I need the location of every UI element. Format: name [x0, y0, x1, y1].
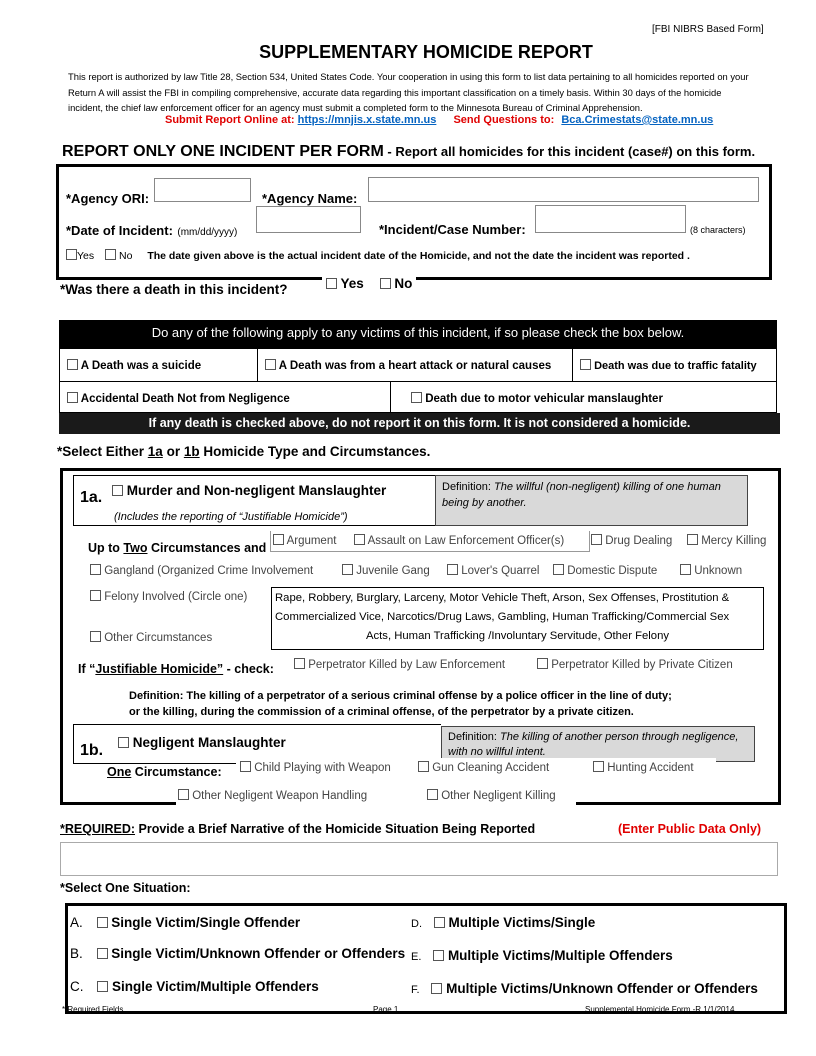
death-options: Yes No — [322, 276, 416, 291]
date-label-group: *Date of Incident: (mm/dd/yyyy) — [66, 223, 238, 238]
other-killing-checkbox[interactable] — [427, 789, 438, 800]
other-weapon-option[interactable]: Other Negligent Weapon Handling — [178, 789, 367, 802]
perp-citizen-option[interactable]: Perpetrator Killed by Private Citizen — [537, 658, 733, 671]
agency-ori-field[interactable] — [154, 178, 251, 202]
negligent-checkbox[interactable] — [118, 737, 129, 748]
case-number-field[interactable] — [535, 205, 686, 233]
questions-label: Send Questions to: — [453, 114, 555, 126]
agency-name-field[interactable] — [368, 177, 759, 202]
heart-attack-checkbox[interactable] — [265, 359, 276, 370]
situation-e-option[interactable]: E. Multiple Victims/Multiple Offenders — [411, 948, 673, 963]
child-weapon-option[interactable]: Child Playing with Weapon — [240, 761, 391, 774]
hunting-option[interactable]: Hunting Accident — [593, 761, 694, 774]
submit-line — [165, 114, 713, 126]
exclusion-footer: If any death is checked above, do not report it on this form. It is not considered a homicide. — [59, 413, 780, 434]
hunting-checkbox[interactable] — [593, 761, 604, 772]
case-hint: (8 characters) — [690, 225, 746, 235]
drug-dealing-checkbox[interactable] — [591, 534, 602, 545]
negligent-option[interactable]: Negligent Manslaughter — [118, 735, 286, 750]
suicide-checkbox[interactable] — [67, 359, 78, 370]
domestic-dispute-checkbox[interactable] — [553, 564, 564, 575]
felony-option[interactable]: Felony Involved (Circle one) — [90, 590, 247, 603]
other-weapon-checkbox[interactable] — [178, 789, 189, 800]
motor-checkbox[interactable] — [411, 392, 422, 403]
drug-dealing-option[interactable]: Drug Dealing — [591, 534, 672, 547]
juvenile-gang-option[interactable]: Juvenile Gang — [342, 564, 430, 577]
narrative-label: *REQUIRED: Provide a Brief Narrative of the Homicide Situation Being Reported — [60, 822, 536, 836]
mercy-killing-option[interactable]: Mercy Killing — [687, 534, 766, 547]
exclusion-banner: Do any of the following apply to any victims of this incident, if so please check the box below. — [59, 320, 777, 348]
incident-heading: REPORT ONLY ONE INCIDENT PER FORM - Report all homicides for this incident (case#) on this form. — [62, 143, 756, 160]
other-circumstances-checkbox[interactable] — [90, 631, 101, 642]
death-question: *Was there a death in this incident? — [60, 282, 288, 297]
child-weapon-checkbox[interactable] — [240, 761, 251, 772]
situation-c-option[interactable]: C. Single Victim/Multiple Offenders — [70, 979, 319, 994]
accidental-option[interactable]: Accidental Death Not from Negligence — [67, 392, 290, 405]
public-data-note: (Enter Public Data Only) — [618, 822, 762, 836]
situation-heading: *Select One Situation: — [60, 881, 191, 895]
submit-label: Submit Report Online at: — [165, 114, 295, 126]
domestic-dispute-option[interactable]: Domestic Dispute — [553, 564, 657, 577]
other-killing-option[interactable]: Other Negligent Killing — [427, 789, 556, 802]
murder-note: (Includes the reporting of “Justifiable Homicide”) — [114, 511, 348, 523]
unknown-checkbox[interactable] — [680, 564, 691, 575]
traffic-checkbox[interactable] — [580, 359, 591, 370]
argument-option[interactable]: Argument — [273, 534, 336, 547]
situation-a-option[interactable]: A. Single Victim/Single Offender — [70, 915, 301, 930]
perp-leo-checkbox[interactable] — [294, 658, 305, 669]
death-no-checkbox[interactable] — [380, 278, 391, 289]
exclusion-divider — [572, 348, 573, 381]
definition-1a: Definition: The willful (non-negligent) killing of one human being by another. — [435, 475, 748, 526]
page-number: Page 1 — [373, 1005, 399, 1014]
gun-cleaning-option[interactable]: Gun Cleaning Accident — [418, 761, 549, 774]
submit-link[interactable]: https://mnjis.x.state.mn.us — [297, 114, 437, 126]
page-title: SUPPLEMENTARY HOMICIDE REPORT — [259, 42, 593, 62]
situation-b-checkbox[interactable] — [97, 948, 108, 959]
accidental-checkbox[interactable] — [67, 392, 78, 403]
situation-e-checkbox[interactable] — [433, 950, 444, 961]
justifiable-label: If “Justifiable Homicide” - check: — [78, 662, 274, 676]
other-circumstances-option[interactable]: Other Circumstances — [90, 631, 212, 644]
perp-citizen-checkbox[interactable] — [537, 658, 548, 669]
death-yes-checkbox[interactable] — [326, 278, 337, 289]
mercy-killing-checkbox[interactable] — [687, 534, 698, 545]
narrative-field[interactable] — [60, 842, 778, 876]
date-no-checkbox[interactable] — [105, 249, 116, 260]
required-note: * Required Fields — [62, 1005, 124, 1014]
situation-f-option[interactable]: F. Multiple Victims/Unknown Offender or Offenders — [411, 981, 758, 996]
questions-link[interactable]: Bca.Crimestats@state.mn.us — [561, 114, 714, 126]
homicide-type-heading: *Select Either 1a or 1b Homicide Type and Circumstances. — [57, 444, 431, 459]
murder-option[interactable]: Murder and Non-negligent Manslaughter — [112, 483, 386, 498]
motor-option[interactable]: Death due to motor vehicular manslaughter — [411, 392, 663, 405]
perp-leo-option[interactable]: Perpetrator Killed by Law Enforcement — [294, 658, 505, 671]
gangland-option[interactable]: Gangland (Organized Crime Involvement — [90, 564, 313, 577]
one-circumstance-label: One Circumstance: — [107, 765, 222, 779]
gangland-checkbox[interactable] — [90, 564, 101, 575]
exclusion-divider — [257, 348, 258, 381]
assault-leo-checkbox[interactable] — [354, 534, 365, 545]
form-version: Supplemental Homicide Form -R 1/1/2014 — [585, 1005, 735, 1014]
label-1a: 1a. — [80, 489, 103, 506]
situation-f-checkbox[interactable] — [431, 983, 442, 994]
lovers-quarrel-option[interactable]: Lover's Quarrel — [447, 564, 539, 577]
label-1b: 1b. — [80, 742, 104, 759]
situation-b-option[interactable]: B. Single Victim/Unknown Offender or Offenders — [70, 946, 406, 961]
traffic-option[interactable]: Death was due to traffic fatality — [580, 359, 757, 372]
assault-leo-option[interactable]: Assault on Law Enforcement Officer(s) — [354, 534, 564, 547]
incident-date-field[interactable] — [256, 206, 361, 233]
heart-attack-option[interactable]: A Death was from a heart attack or natural causes — [265, 359, 551, 372]
situation-a-checkbox[interactable] — [97, 917, 108, 928]
circumstances-label: Up to Two Circumstances and — [88, 541, 267, 555]
agency-ori-label: *Agency ORI: — [66, 191, 150, 206]
suicide-option[interactable]: A Death was a suicide — [67, 359, 201, 372]
exclusion-divider — [390, 381, 391, 413]
form-tag: [FBI NIBRS Based Form] — [652, 24, 764, 35]
argument-checkbox[interactable] — [273, 534, 284, 545]
definition-1b: Definition: The killing of another person through negligence, with no willful intent. — [441, 726, 755, 762]
murder-checkbox[interactable] — [112, 485, 123, 496]
situation-d-checkbox[interactable] — [434, 917, 445, 928]
date-confirm-row: Yes No The date given above is the actual incident date of the Homicide, and not the date the incident was reported . — [66, 249, 690, 262]
justifiable-definition: Definition: The killing of a perpetrator of a serious criminal offense by a police officer in the line of duty; or the killing, during the commission of a criminal offense, of the perpetrator by a private citizen. — [129, 690, 672, 718]
agency-name-label: *Agency Name: — [262, 191, 358, 206]
lovers-quarrel-checkbox[interactable] — [447, 564, 458, 575]
case-number-label: *Incident/Case Number: — [379, 222, 526, 237]
situation-d-option[interactable]: D. Multiple Victims/Single — [411, 915, 596, 930]
unknown-option[interactable]: Unknown — [680, 564, 742, 577]
date-yes-checkbox[interactable] — [66, 249, 77, 260]
gun-cleaning-checkbox[interactable] — [418, 761, 429, 772]
felony-checkbox[interactable] — [90, 590, 101, 601]
situation-c-checkbox[interactable] — [97, 981, 108, 992]
juvenile-gang-checkbox[interactable] — [342, 564, 353, 575]
felony-list: Rape, Robbery, Burglary, Larceny, Motor Vehicle Theft, Arson, Sex Offenses, Prostitution & Commercialized Vice, Narcotics/Drug Laws, Gambling, Human Trafficking/Commercial Sex Acts, Human Trafficking /Involuntary Servitude, Other Felony — [271, 587, 764, 650]
exclusion-divider — [59, 381, 777, 382]
intro-text: This report is authorized by law Title 28, Section 534, United States Code. Your cooperation in using this form to list data pertaining to all homicides reported on your Return A will assist the FBI in compiling comprehensive, accurate data regarding this important classification on a timely basis. Within 30 days of the homicide incident, the chief law enforcement officer for an agency must submit a completed form to the Minnesota Bureau of Criminal Apprehension. — [68, 71, 749, 113]
